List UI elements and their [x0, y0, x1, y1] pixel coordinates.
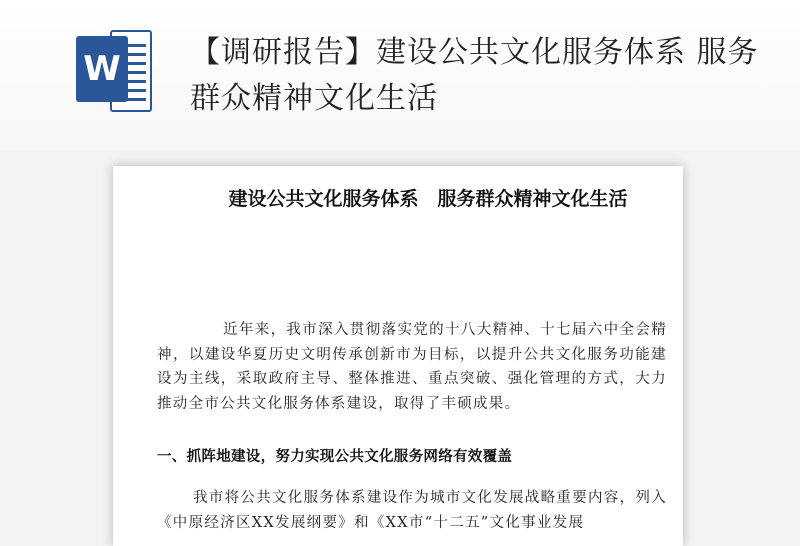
- banner: [0, 0, 800, 150]
- paragraph-section-1: 我市将公共文化服务体系建设作为城市文化发展战略重要内容，列入《中原经济区XX发展纲要》和《XX市“十二五”文化事业发展: [157, 490, 667, 531]
- word-letter: W: [83, 49, 121, 89]
- document-page: [113, 166, 683, 546]
- banner-title: 【调研报告】建设公共文化服务体系 服务群众精神文化生活: [190, 35, 759, 116]
- section-heading: 一、抓阵地建设，努力实现公共文化服务网络有效覆盖: [157, 449, 513, 465]
- word-doc-icon: [76, 30, 162, 114]
- document-title: 建设公共文化服务体系 服务群众精神文化生活: [228, 188, 628, 210]
- paragraph-intro: 近年来，我市深入贯彻落实党的十八大精神、十七届六中全会精神，以建设华夏历史文明传承创新市为目标，以提升公共文化服务功能建设为主线，采取政府主导、整体推进、重点突破、强化管理的方式，大力推动全市公共文化服务体系建设，取得了丰硕成果。: [157, 322, 667, 412]
- word-letter-badge: [76, 36, 128, 102]
